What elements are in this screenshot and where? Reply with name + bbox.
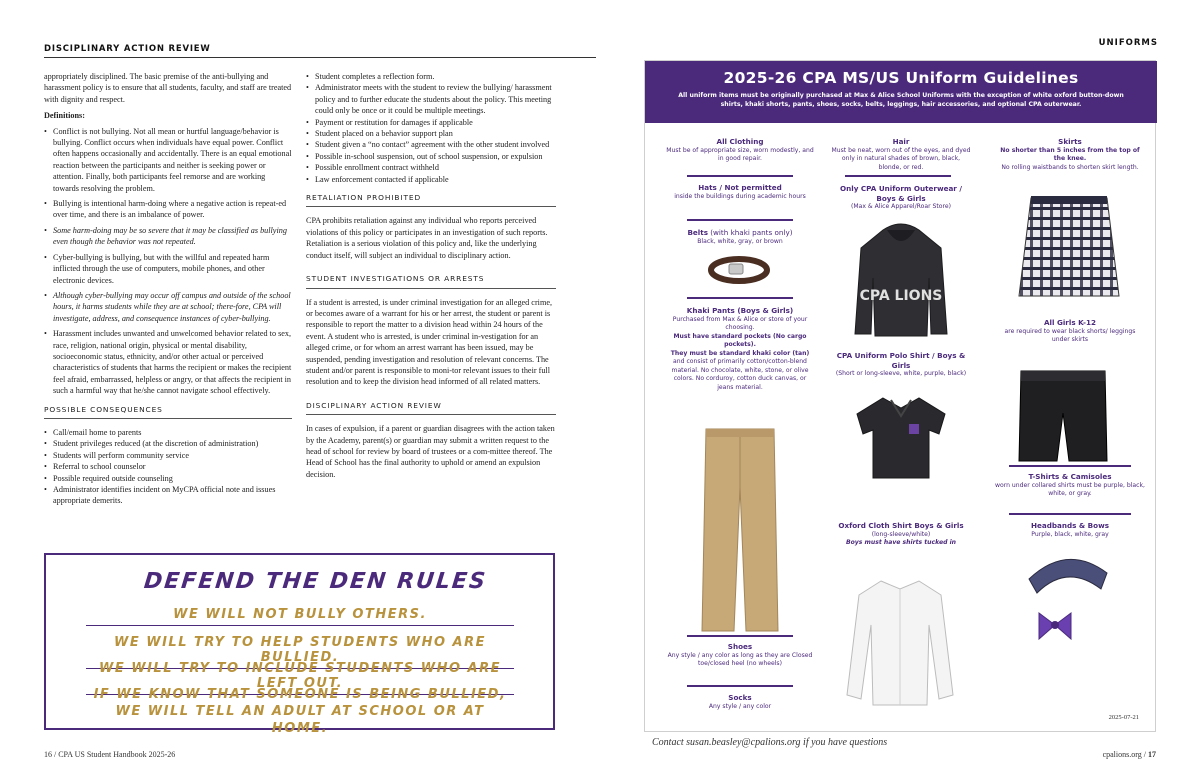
- consequences-list: [44, 427, 292, 507]
- definitions-list: [44, 126, 292, 397]
- item-desc: worn under collared shirts must be purple, black, white, or gray.: [995, 481, 1145, 497]
- item-title: All Girls K-12: [1043, 318, 1097, 327]
- defend-rule-last-line: IF WE KNOW THAT SOMEONE IS BEING BULLIED,: [93, 687, 507, 702]
- belts-item: [665, 228, 815, 246]
- definition-bullying: • Bullying is intentional harm-doing where a negative action is repeat-ed over time, and there is an imbalance of power.: [44, 198, 292, 221]
- khaki-pants-item: [665, 306, 815, 392]
- item-desc: inside the buildings during academic hours: [674, 192, 806, 200]
- defend-rule: WE WILL NOT BULLY OTHERS.: [86, 607, 514, 626]
- item-title: CPA Uniform Polo Shirt / Boys & Girls: [836, 351, 966, 370]
- skirts-item: [995, 137, 1145, 172]
- item-title: Oxford Cloth Shirt Boys & Girls: [838, 521, 964, 530]
- hoodie-image: [853, 222, 949, 340]
- definition-cyberbullying: • Cyber-bullying is bullying, but with the willful and repeated harm inflicted through the use of computers, mobile phones, and other electronic devices.: [44, 252, 292, 286]
- oxford-item: [831, 521, 971, 548]
- defend-rule: WE WILL TRY TO HELP STUDENTS WHO ARE BULLIED.: [86, 635, 514, 669]
- retaliation-paragraph: CPA prohibits retaliation against any individual who reports perceived violations of this policy or participates in an investigation of such reports. Retaliation is a serious violation of this policy and, like the underlying conduct itself, will subject an individual to disciplinary action.: [306, 216, 548, 260]
- contact-line: Contact susan.beasley@cpalions.org if you have questions: [652, 737, 888, 748]
- oxford-shirt-image: [845, 575, 955, 709]
- item-desc: Purple, black, white, gray: [1031, 530, 1109, 538]
- item-desc: Must be of appropriate size, worn modestly, and in good repair.: [666, 146, 814, 162]
- left-column: [44, 71, 292, 507]
- footer-left: 16 / CPA US Student Handbook 2025-26: [44, 750, 176, 759]
- defend-rule-last: [86, 686, 514, 737]
- review-heading: DISCIPLINARY ACTION REVIEW: [306, 400, 556, 415]
- item-desc: Any style / any color: [708, 702, 772, 710]
- guidelines-subtitle: All uniform items must be originally purchased at Max & Alice School Uniforms with the exception of white oxford button-down shirts, khaki shorts, pants, shoes, socks, belts, leggings, hair accessories, and optional CPA outerwear.: [678, 92, 1124, 108]
- consequence-item: • Administrator identifies incident on MyCPA official note and issues appropriate demerits.: [44, 484, 292, 507]
- consequence-item: • Student privileges reduced (at the discretion of administration): [44, 438, 292, 449]
- outerwear-item: [831, 184, 971, 212]
- khaki-pants-image: [700, 427, 780, 633]
- page-header-right: UNIFORMS: [1098, 38, 1158, 48]
- item-desc: are required to wear black shorts/ leggings under skirts: [1004, 327, 1136, 343]
- item-desc-bold: No shorter than 5 inches from the top of the knee.: [1000, 146, 1140, 162]
- consequence-item: • Law enforcement contacted if applicable: [306, 174, 556, 185]
- footer-separator: /: [1141, 750, 1148, 759]
- item-desc: Purchased from Max & Alice or store of your choosing.: [672, 315, 808, 331]
- investigations-paragraph: If a student is arrested, is under criminal investigation for an alleged crime, or becomes aware of a warrant for his or her arrest, the student or parent is responsible to report the matter to a division head within 24 hours of the event. A student who is arrested, is under criminal in-vestigation for an alleged crime, or for whom an arrest warrant has been issued, may be suspended, pending investigation and resolution of relevant concerns. The student and/or parent is responsible to moni-tor relevant issues to their full resolution and to keep the division head informed of all related matters.: [306, 297, 552, 387]
- item-desc-italic: Boys must have shirts tucked in: [845, 539, 957, 546]
- belts-title-note: (with khaki pants only): [707, 228, 793, 237]
- review-paragraph: In cases of expulsion, if a parent or guardian disagrees with the action taken by the Academy, parent(s) or guardian may submit a written request to the head of school for review by board of trustees or a com-mittee thereof. The Head of School has the final authority to uphold or amend an expulsion decision.: [306, 424, 555, 479]
- item-desc: (long-sleeve/white): [871, 530, 931, 538]
- consequence-item: • Students will perform community service: [44, 450, 292, 461]
- consequences-heading: POSSIBLE CONSEQUENCES: [44, 404, 292, 419]
- item-desc: Any style / any color as long as they are Closed toe/closed heel (no wheels): [667, 651, 813, 667]
- definition-harassment: • Harassment includes unwanted and unwelcomed behavior related to sex, race, religion, national origin, physical or mental disability, socioeconomic status, ethnicity, and/or other actual or perceived characteristics of students that harms the recipient or makes the recipient feel afraid, embarrassed, helpless or angry, or that affects the recipient in such a harmful way that he/she cannot navigate school effectively.: [44, 328, 292, 396]
- separator: [1009, 465, 1131, 467]
- consequence-item: • Student given a “no contact” agreement with the other student involved: [306, 139, 556, 150]
- all-girls-item: [995, 318, 1145, 345]
- item-desc: Must be neat, worn out of the eyes, and dyed only in natural shades of brown, black, blonde, or red.: [831, 146, 971, 171]
- item-desc: (Short or long-sleeve, white, purple, black): [835, 370, 967, 377]
- defend-title: DEFEND THE DEN RULES: [142, 569, 489, 594]
- all-clothing-item: [665, 137, 815, 164]
- tshirts-item: [995, 472, 1145, 499]
- definition-conflict: • Conflict is not bullying. Not all mean or hurtful language/behavior is bullying. Conflict occurs when individuals have equal power. Conflict often happens occasionally and accidentally. There is an equal emotional reaction between the participants and neither is seeking power or attention. Finally, both participants feel remorse and are working towards resolving the problem.: [44, 126, 292, 194]
- investigations-heading: STUDENT INVESTIGATIONS OR ARRESTS: [306, 273, 556, 288]
- plaid-skirt-image: [1017, 194, 1121, 300]
- footer-site: cpalions.org: [1102, 750, 1142, 759]
- uniform-guidelines-sheet: [644, 60, 1156, 732]
- retaliation-heading: RETALIATION PROHIBITED: [306, 192, 556, 207]
- item-desc: Black, white, gray, or brown: [697, 237, 783, 245]
- item-title: [665, 228, 815, 238]
- consequence-item: • Payment or restitution for damages if applicable: [306, 117, 556, 128]
- consequence-item: • Possible required outside counseling: [44, 473, 292, 484]
- middle-column: [306, 71, 556, 485]
- item-title: Shoes: [727, 642, 753, 651]
- definition-cyberbullying-note: • Although cyber-bullying may occur off campus and outside of the school hours, it harms students while they are at school; there-fore, CPA will investigate, address, and consequence instances of cyber-bullying.: [44, 290, 292, 324]
- socks-item: [665, 693, 815, 711]
- separator: [845, 175, 951, 177]
- revision-date: 2025-07-21: [1108, 714, 1139, 721]
- hoodie-text: CPA LIONS: [859, 288, 943, 304]
- consequence-item: • Administrator meets with the student to review the bullying/ harassment policy and to further educate the students about the policy. This meeting could only be once or it could be multiple meetings.: [306, 82, 556, 116]
- consequences-list-continued: [306, 71, 556, 185]
- defend-rule: WE WILL TRY TO INCLUDE STUDENTS WHO ARE LEFT OUT.: [86, 661, 514, 695]
- polo-shirt-image: [853, 394, 949, 480]
- consequence-item: • Call/email home to parents: [44, 427, 292, 438]
- consequence-item: • Student completes a reflection form.: [306, 71, 556, 82]
- item-title: T-Shirts & Camisoles: [1028, 472, 1112, 481]
- separator: [687, 685, 793, 687]
- headbands-item: [995, 521, 1145, 539]
- guidelines-banner: [645, 61, 1157, 123]
- black-shorts-image: [1017, 369, 1109, 465]
- definition-severe-harm: • Some harm-doing may be so severe that it may be classified as bullying even though the behavior was not repeated.: [44, 225, 292, 248]
- item-title: Only CPA Uniform Outerwear / Boys & Girls: [840, 184, 962, 203]
- defend-the-den-box: [44, 553, 555, 736]
- guidelines-title: 2025-26 CPA MS/US Uniform Guidelines: [723, 69, 1079, 87]
- item-title: Hair: [892, 137, 910, 146]
- belts-title: Belts: [687, 228, 708, 237]
- item-desc-bold: Must have standard pockets (No cargo pockets).: [673, 332, 807, 348]
- item-title: All Clothing: [716, 137, 764, 146]
- item-title: Skirts: [1058, 137, 1082, 146]
- defend-rule-last-line: WE WILL TELL AN ADULT AT SCHOOL OR AT HOME.: [115, 704, 485, 736]
- item-desc: No rolling waistbands to shorten skirt length.: [1001, 163, 1139, 171]
- consequence-item: • Possible in-school suspension, out of school suspension, or expulsion: [306, 151, 556, 162]
- header-rule: [44, 57, 596, 58]
- shoes-item: [665, 642, 815, 669]
- khaki-color-note: They must be standard khaki color (tan): [670, 349, 810, 357]
- separator: [687, 635, 793, 637]
- page-header-left: DISCIPLINARY ACTION REVIEW: [44, 44, 211, 54]
- separator: [687, 297, 793, 299]
- hats-item: [665, 183, 815, 201]
- hair-item: [831, 137, 971, 172]
- polo-item: [831, 351, 971, 379]
- separator: [1009, 513, 1131, 515]
- headband-bow-image: [1025, 549, 1111, 649]
- item-desc: [665, 350, 815, 393]
- item-title: Socks: [728, 693, 752, 702]
- belt-image: [707, 254, 771, 286]
- consequence-item: • Student placed on a behavior support plan: [306, 128, 556, 139]
- consequence-item: • Referral to school counselor: [44, 461, 292, 472]
- item-title: Headbands & Bows: [1030, 521, 1110, 530]
- footer-page-number: 17: [1148, 750, 1156, 759]
- khaki-material-note: and consist of primarily cotton/cotton-blend material. No chocolate, white, stone, or olive colors. No corduroy, cotton duck canvas, or jeans material.: [671, 358, 809, 391]
- separator: [687, 219, 793, 221]
- intro-paragraph: appropriately disciplined. The basic premise of the anti-bullying and harassment policy is to ensure that all students, faculty, and staff are treated with dignity and respect.: [44, 72, 292, 104]
- item-title: Khaki Pants (Boys & Girls): [686, 306, 794, 315]
- definitions-label: Definitions:: [44, 111, 85, 121]
- item-title: Hats / Not permitted: [698, 183, 782, 192]
- separator: [687, 175, 793, 177]
- consequence-item: • Possible enrollment contract withheld: [306, 162, 556, 173]
- item-desc: (Max & Alice Apparel/Roar Store): [850, 203, 952, 210]
- footer-right: [1103, 750, 1156, 759]
